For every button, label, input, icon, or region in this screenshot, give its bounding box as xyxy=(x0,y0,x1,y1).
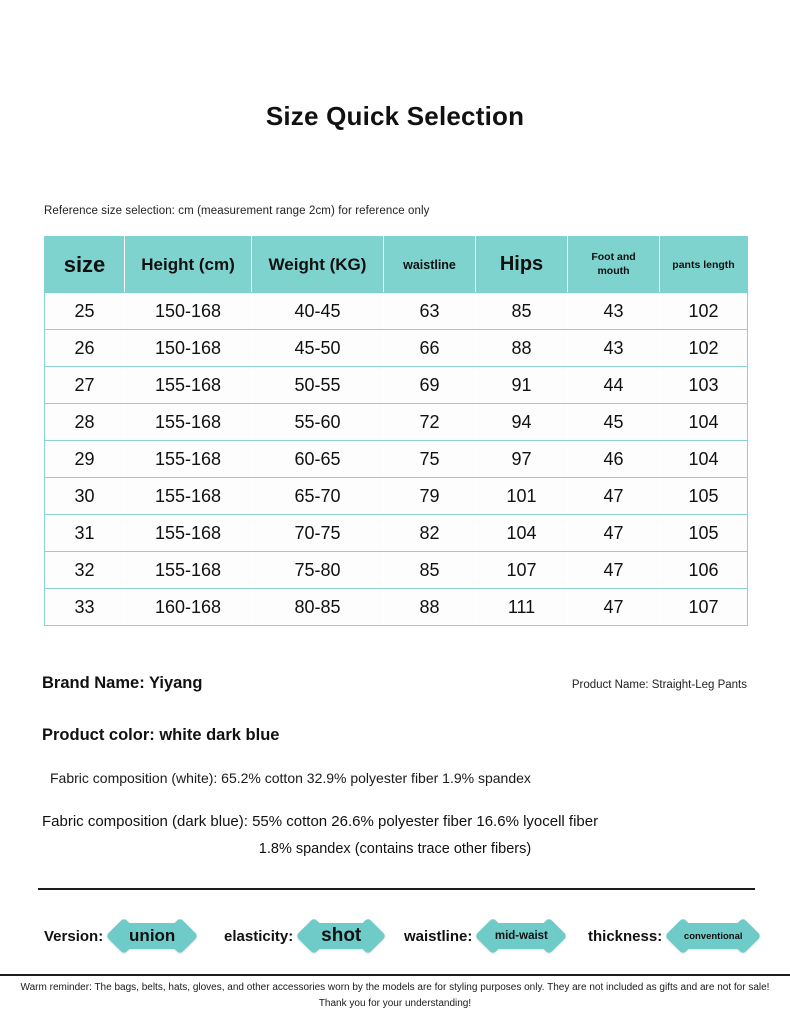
cell-foot: 45 xyxy=(568,404,660,441)
cell-height: 150-168 xyxy=(125,293,252,330)
attribute-value-version: union xyxy=(129,926,176,945)
cell-foot: 43 xyxy=(568,330,660,367)
table-row xyxy=(45,404,748,441)
footer-warning: Warm reminder: The bags, belts, hats, gloves, and other accessories worn by the models are for styling purposes only. They are not included as gifts and are not for sale! Thank you for your understanding! xyxy=(20,982,770,1009)
attribute-badge-elasticity xyxy=(301,919,381,953)
cell-pants: 102 xyxy=(660,293,748,330)
cell-height: 155-168 xyxy=(125,478,252,515)
cell-hips: 104 xyxy=(476,515,568,552)
column-header-height: Height (cm) xyxy=(125,237,252,293)
size-table xyxy=(44,236,748,626)
cell-height: 160-168 xyxy=(125,589,252,626)
column-header-pants-length: pants length xyxy=(660,237,748,293)
table-row xyxy=(45,515,748,552)
cell-pants: 106 xyxy=(660,552,748,589)
column-header-hips: Hips xyxy=(476,237,568,293)
cell-hips: 107 xyxy=(476,552,568,589)
cell-weight: 80-85 xyxy=(252,589,384,626)
cell-foot: 46 xyxy=(568,441,660,478)
cell-height: 155-168 xyxy=(125,552,252,589)
reference-note: Reference size selection: cm (measurement range 2cm) for reference only xyxy=(44,205,430,217)
brand-name: Brand Name: Yiyang xyxy=(42,674,203,692)
cell-height: 155-168 xyxy=(125,367,252,404)
table-row xyxy=(45,552,748,589)
attribute-value-thickness: conventional xyxy=(683,930,743,942)
cell-size: 27 xyxy=(45,367,125,404)
attribute-badge-thickness xyxy=(670,919,756,953)
fabric-composition-dark-blue-continued: 1.8% spandex (contains trace other fibers) xyxy=(258,841,532,857)
cell-hips: 111 xyxy=(476,589,568,626)
cell-height: 150-168 xyxy=(125,330,252,367)
cell-waistline: 72 xyxy=(384,404,476,441)
cell-size: 29 xyxy=(45,441,125,478)
cell-height: 155-168 xyxy=(125,515,252,552)
attribute-value-elasticity: shot xyxy=(321,925,362,946)
table-header-row xyxy=(45,237,748,293)
cell-pants: 103 xyxy=(660,367,748,404)
cell-waistline: 88 xyxy=(384,589,476,626)
attribute-label-waistline: waistline: xyxy=(404,927,473,945)
product-info-section xyxy=(0,666,790,857)
cell-size: 28 xyxy=(45,404,125,441)
cell-height: 155-168 xyxy=(125,404,252,441)
foot-and-mouth-line-2: mouth xyxy=(597,264,630,277)
column-header-weight: Weight (KG) xyxy=(252,237,384,293)
column-header-size: size xyxy=(45,237,125,293)
fabric-composition-white: Fabric composition (white): 65.2% cotton 32.9% polyester fiber 1.9% spandex xyxy=(50,770,531,786)
cell-hips: 88 xyxy=(476,330,568,367)
fabric-composition-dark-blue: Fabric composition (dark blue): 55% cotton 26.6% polyester fiber 16.6% lyocell fiber xyxy=(42,813,599,830)
section-divider xyxy=(38,888,755,890)
attribute-thickness xyxy=(588,914,756,958)
cell-foot: 47 xyxy=(568,589,660,626)
attribute-version xyxy=(44,914,193,958)
cell-waistline: 63 xyxy=(384,293,476,330)
size-table-body xyxy=(45,293,748,626)
product-name: Product Name: Straight-Leg Pants xyxy=(571,679,747,691)
cell-hips: 101 xyxy=(476,478,568,515)
cell-weight: 60-65 xyxy=(252,441,384,478)
cell-weight: 65-70 xyxy=(252,478,384,515)
cell-weight: 70-75 xyxy=(252,515,384,552)
cell-pants: 104 xyxy=(660,404,748,441)
cell-waistline: 85 xyxy=(384,552,476,589)
column-header-waistline: waistline xyxy=(384,237,476,293)
cell-pants: 102 xyxy=(660,330,748,367)
cell-size: 25 xyxy=(45,293,125,330)
table-row xyxy=(45,478,748,515)
attribute-elasticity xyxy=(224,914,381,958)
cell-waistline: 82 xyxy=(384,515,476,552)
cell-foot: 44 xyxy=(568,367,660,404)
cell-pants: 105 xyxy=(660,478,748,515)
page-title: Size Quick Selection xyxy=(265,101,525,131)
cell-pants: 105 xyxy=(660,515,748,552)
cell-weight: 40-45 xyxy=(252,293,384,330)
cell-foot: 47 xyxy=(568,515,660,552)
product-color: Product color: white dark blue xyxy=(42,726,280,744)
cell-size: 31 xyxy=(45,515,125,552)
size-table-header xyxy=(45,237,748,293)
cell-weight: 50-55 xyxy=(252,367,384,404)
size-table-container xyxy=(44,236,747,626)
cell-pants: 104 xyxy=(660,441,748,478)
cell-foot: 47 xyxy=(568,478,660,515)
column-header-foot-and-mouth xyxy=(568,237,660,293)
cell-hips: 91 xyxy=(476,367,568,404)
cell-size: 30 xyxy=(45,478,125,515)
footer-divider xyxy=(0,974,790,976)
cell-waistline: 79 xyxy=(384,478,476,515)
attribute-badge-waistline xyxy=(480,919,562,953)
attribute-label-thickness: thickness: xyxy=(588,927,663,945)
cell-hips: 97 xyxy=(476,441,568,478)
attribute-label-version: Version: xyxy=(44,927,104,945)
attribute-badge-version xyxy=(111,919,193,953)
foot-and-mouth-line-1: Foot and xyxy=(591,251,636,264)
attribute-value-waistline: mid-waist xyxy=(494,930,548,942)
cell-pants: 107 xyxy=(660,589,748,626)
table-row xyxy=(45,367,748,404)
table-row xyxy=(45,589,748,626)
table-row xyxy=(45,293,748,330)
cell-hips: 94 xyxy=(476,404,568,441)
cell-waistline: 69 xyxy=(384,367,476,404)
cell-weight: 45-50 xyxy=(252,330,384,367)
attribute-waistline xyxy=(404,914,562,958)
cell-size: 32 xyxy=(45,552,125,589)
cell-size: 33 xyxy=(45,589,125,626)
cell-height: 155-168 xyxy=(125,441,252,478)
cell-hips: 85 xyxy=(476,293,568,330)
brand-row xyxy=(0,666,790,700)
cell-size: 26 xyxy=(45,330,125,367)
cell-weight: 75-80 xyxy=(252,552,384,589)
cell-waistline: 66 xyxy=(384,330,476,367)
cell-foot: 47 xyxy=(568,552,660,589)
table-row xyxy=(45,441,748,478)
table-row xyxy=(45,330,748,367)
cell-foot: 43 xyxy=(568,293,660,330)
cell-weight: 55-60 xyxy=(252,404,384,441)
cell-waistline: 75 xyxy=(384,441,476,478)
attributes-row xyxy=(0,914,790,958)
attribute-label-elasticity: elasticity: xyxy=(224,927,294,945)
